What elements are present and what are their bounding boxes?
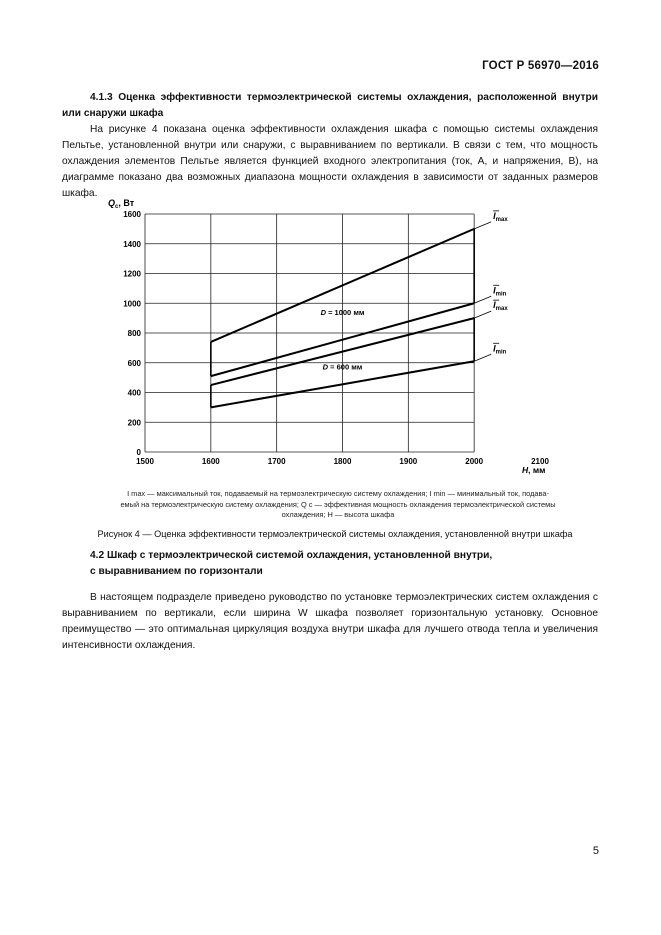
page-number: 5 — [592, 845, 599, 857]
y-tick-label: 1600 — [123, 210, 141, 219]
y-tick-label: 1200 — [123, 269, 141, 279]
section-heading-line-2: с выравниванием по горизонтали — [90, 566, 263, 577]
x-tick-label: 1700 — [267, 457, 286, 466]
y-tick-label: 800 — [127, 329, 141, 338]
legend-line-1: I max — максимальный ток, подаваемый на термоэлектрическую систему охлаждения; I min — минимальный ток, подава- — [127, 489, 549, 498]
x-tick-label: 1500 — [136, 457, 154, 466]
x-tick-label: 2100 — [531, 457, 549, 466]
leader-line — [474, 311, 491, 318]
chart-series — [211, 211, 509, 408]
section-4-2 — [62, 548, 598, 654]
y-tick-label: 600 — [127, 358, 141, 368]
section-heading: 4.1.3 Оценка эффективности термоэлектрической системы охлаждения, расположенной внутри или снаружи шкафа — [62, 92, 598, 119]
x-tick-label: 1800 — [333, 457, 352, 466]
leader-line — [474, 354, 491, 361]
y-tick-label: 1000 — [123, 299, 141, 309]
section-paragraph: На рисунке 4 показана оценка эффективности охлаждения шкафа с помощью системы охлаждения Пельтье, установленной внутри или снаружи, с выравниванием по вертикали. В связи с тем, что мощность охлаждения элементов Пельтье является функцией входного электропитания (ток, А, и напряжения, В), на диаграмме показано два возможных диапазона мощности охлаждения в зависимости от заданных размеров шкафа. — [62, 124, 598, 199]
x-tick-label: 1600 — [201, 457, 220, 466]
x-tick-label: 1900 — [399, 457, 418, 466]
legend-line-2: емый на термоэлектрическую систему охлаждения; Q c — эффективная мощность охлаждения термоэлектрической системы — [120, 499, 556, 509]
series-label: $I_{max}$ — [493, 300, 508, 313]
series-label: $I_{max}$ — [493, 210, 508, 223]
series-label: $I_{min}$ — [493, 285, 507, 298]
y-tick-label: 200 — [127, 418, 141, 428]
section-paragraph: В настоящем подразделе приведено руководство по установке термоэлектрических систем охлаждения с выравниванием по вертикали, если ширина W шкафа позволяет горизонтальную установку. Основное преимущество — это оптимальная циркуляция воздуха внутри шкафа для лучшего отвода тепла и увеличения интенсивности охлаждения. — [62, 592, 598, 651]
leader-line — [474, 296, 491, 303]
chart-axis-labels — [108, 198, 545, 475]
leader-line — [474, 222, 491, 229]
section-heading-line-1: 4.2 Шкаф с термоэлектрической системой охлаждения, установленной внутри, — [90, 550, 493, 561]
x-tick-label: 2000 — [465, 457, 484, 466]
chart-tick-labels — [123, 210, 549, 466]
y-tick-label: 0 — [136, 448, 141, 457]
range-annotation: D = 1000 мм — [320, 308, 365, 318]
figure-legend — [78, 489, 598, 521]
y-tick-label: 400 — [127, 388, 141, 398]
legend-line-3: охлаждения; H — высота шкафа — [281, 510, 395, 519]
figure-caption: Рисунок 4 — Оценка эффективности термоэлектрической системы охлаждения, установленной внутри шкафа — [97, 529, 573, 539]
document-header: ГОСТ Р 56970—2016 — [482, 60, 599, 72]
x-axis-label: H, мм — [522, 465, 546, 475]
y-tick-label: 1400 — [123, 239, 141, 249]
y-axis-label: $Q_c$, Вт — [108, 198, 135, 210]
range-annotation: D = 600 мм — [322, 362, 363, 372]
cooling-capacity-chart — [60, 192, 600, 482]
series-label: $I_{min}$ — [493, 343, 507, 356]
section-4-1-3 — [62, 90, 598, 202]
